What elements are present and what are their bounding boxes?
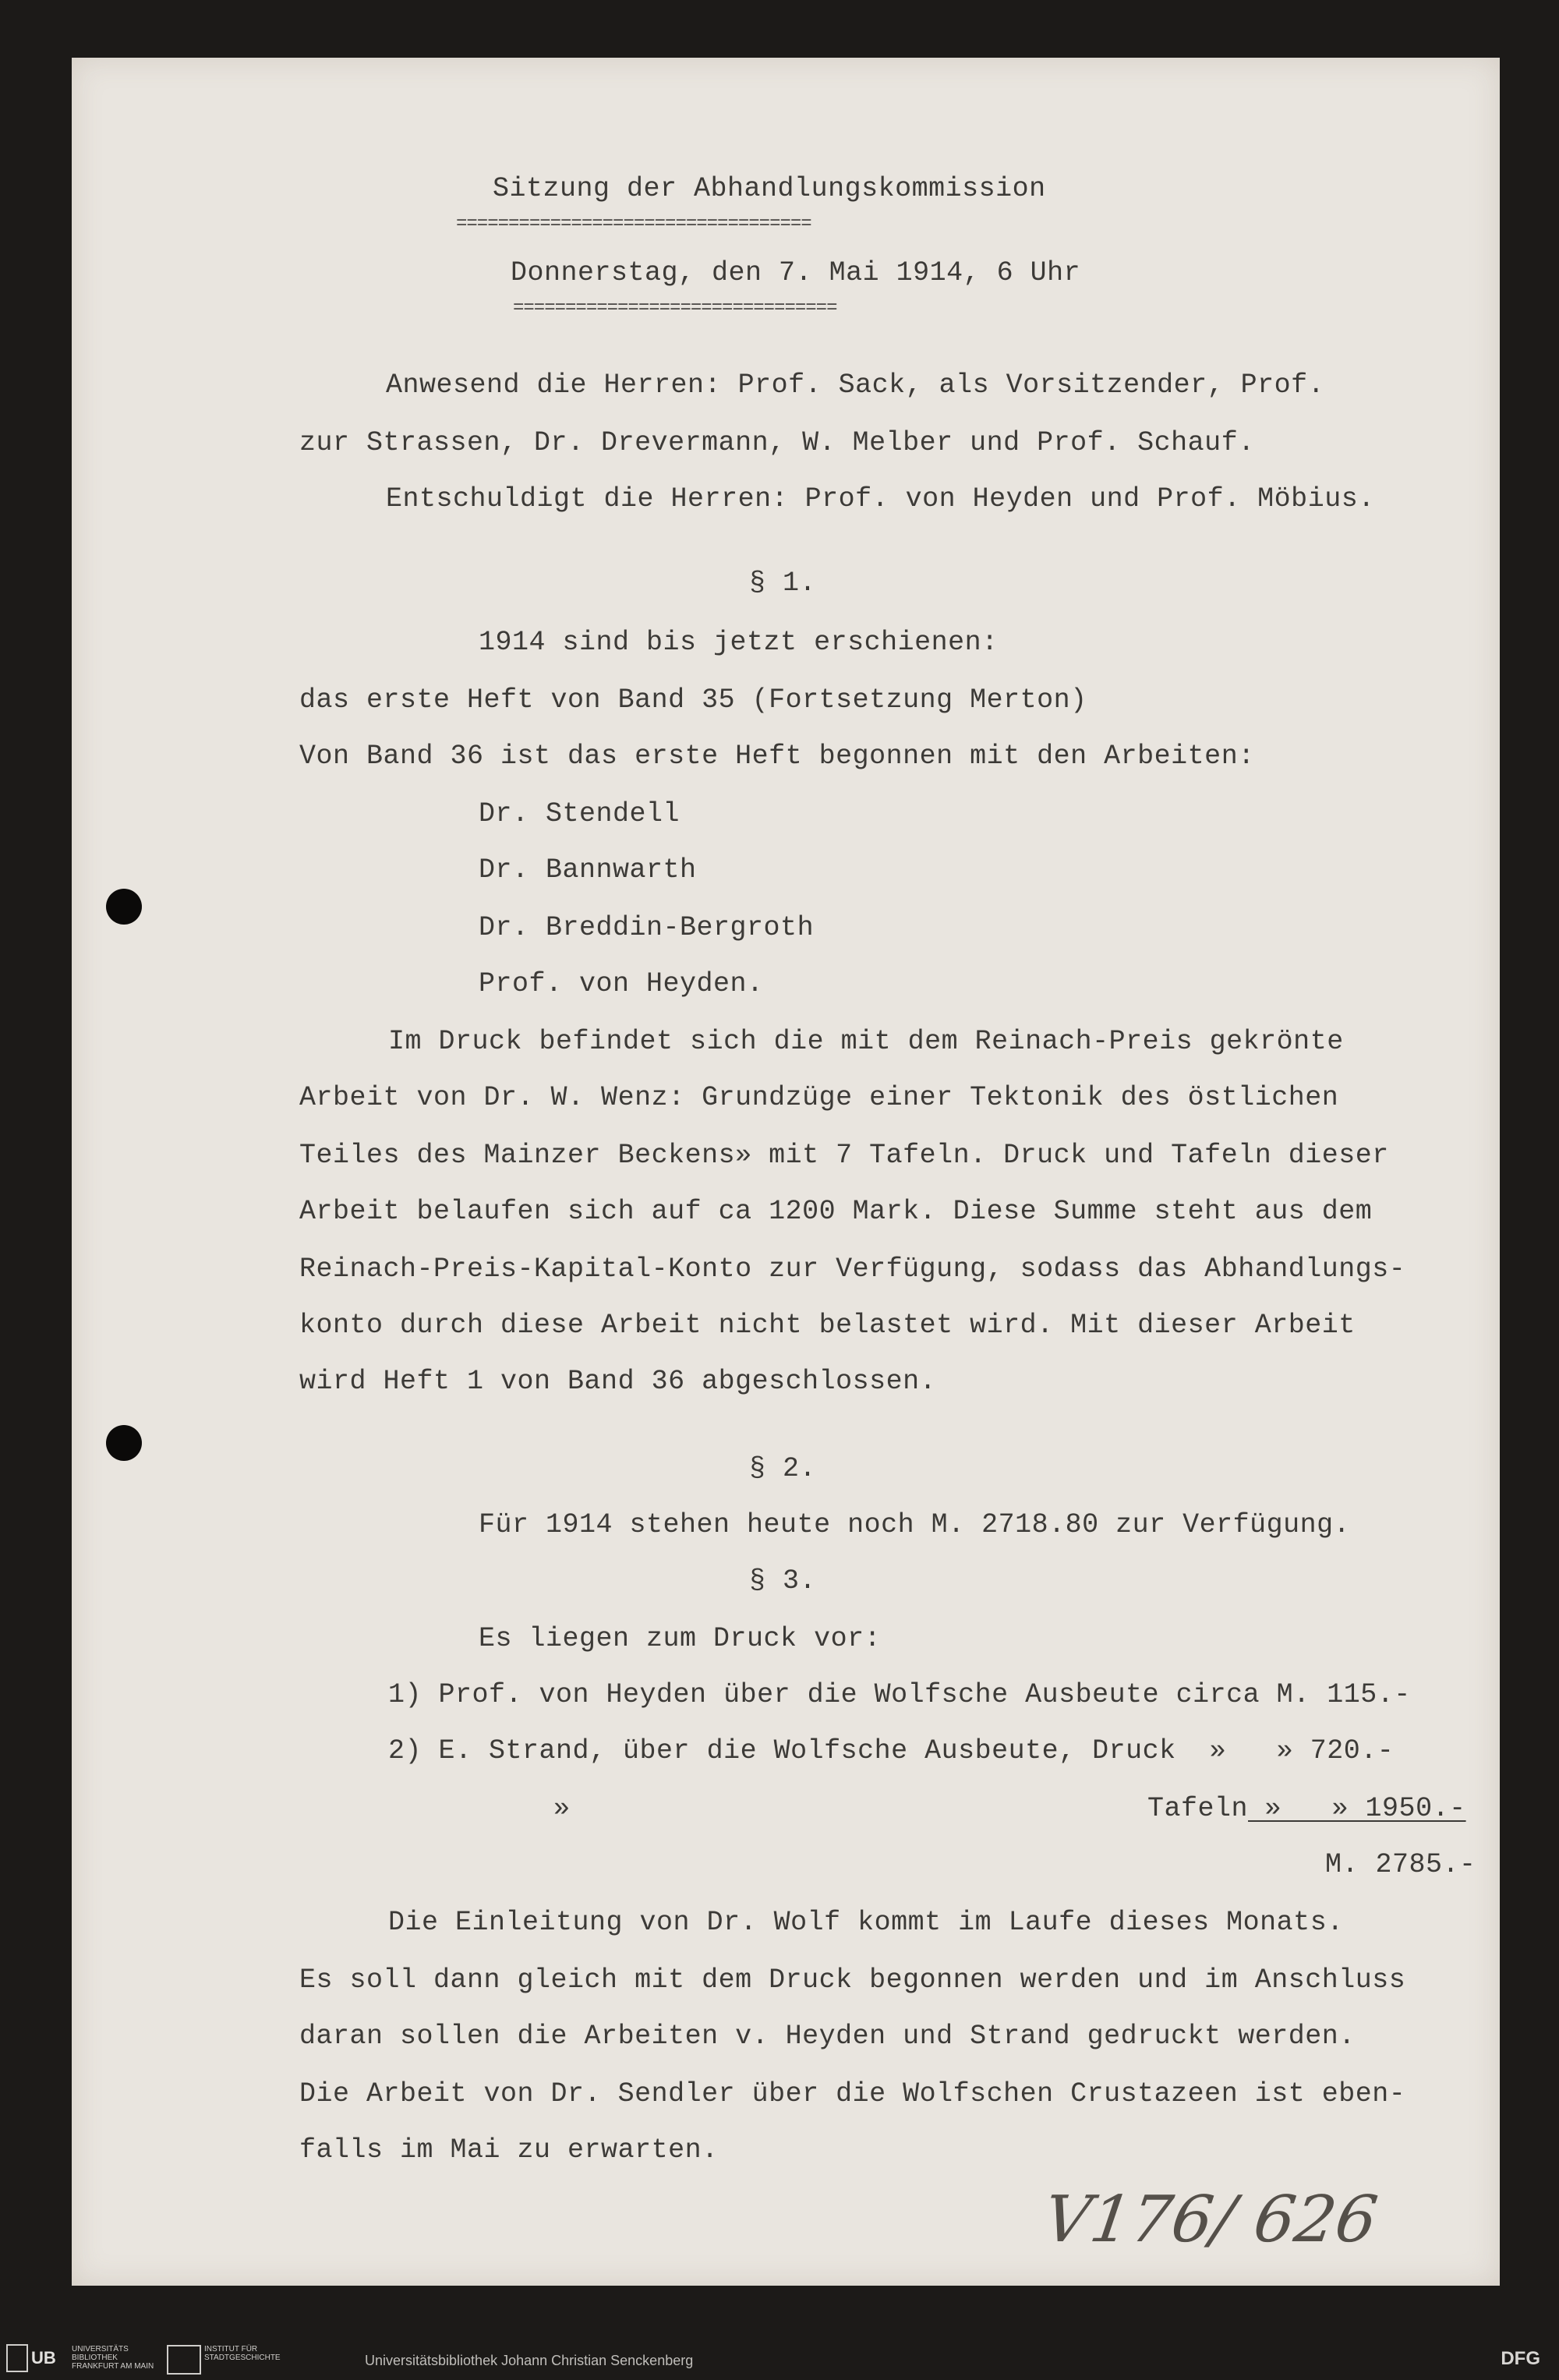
institute-caption: INSTITUT FÜR STADTGESCHICHTE	[204, 2345, 281, 2362]
body-line: Für 1914 stehen heute noch M. 2718.80 zur Verfügung.	[479, 1509, 1351, 1540]
list-item: 2) E. Strand, über die Wolfsche Ausbeute, Druck » » 720.-	[388, 1735, 1395, 1766]
total-amount: M. 2785.-	[1325, 1849, 1476, 1880]
excused-line: Entschuldigt die Herren: Prof. von Heyden und Prof. Möbius.	[386, 483, 1375, 515]
body-line: Von Band 36 ist das erste Heft begonnen mit den Arbeiten:	[299, 741, 1255, 772]
body-line: daran sollen die Arbeiten v. Heyden und Strand gedruckt werden.	[299, 2021, 1356, 2052]
body-line: Im Druck befindet sich die mit dem Reinach-Preis gekrönte	[388, 1026, 1344, 1057]
ub-logo-icon	[6, 2344, 28, 2372]
body-line: Es liegen zum Druck vor:	[479, 1623, 882, 1654]
body-line: Arbeit belaufen sich auf ca 1200 Mark. Diese Summe steht aus dem	[299, 1196, 1373, 1227]
library-name: Universitätsbibliothek Johann Christian Senckenberg	[365, 2353, 694, 2368]
title-double-rule: ==================================	[456, 214, 811, 235]
body-line: konto durch diese Arbeit nicht belastet wird. Mit dieser Arbeit	[299, 1310, 1356, 1341]
section-heading: § 2.	[749, 1453, 817, 1484]
archive-signature: V176/ 626	[1039, 2183, 1382, 2257]
ub-logo-text: UB	[31, 2348, 56, 2368]
list-item: 1) Prof. von Heyden über die Wolfsche Ausbeute circa M. 115.-	[388, 1679, 1411, 1710]
body-line: das erste Heft von Band 35 (Fortsetzung Merton)	[299, 684, 1087, 716]
dfg-logo: DFG	[1501, 2348, 1540, 2369]
body-line: Es soll dann gleich mit dem Druck begonnen werden und im Anschluss	[299, 1964, 1406, 1996]
meeting-date: Donnerstag, den 7. Mai 1914, 6 Uhr	[511, 257, 1081, 288]
document-title: Sitzung der Abhandlungskommission	[493, 173, 1046, 204]
ub-logo	[6, 2345, 56, 2371]
body-line: Die Einleitung von Dr. Wolf kommt im Laufe dieses Monats.	[388, 1907, 1344, 1938]
attendance-line: zur Strassen, Dr. Drevermann, W. Melber und Prof. Schauf.	[299, 427, 1255, 458]
body-line: Die Arbeit von Dr. Sendler über die Wolfschen Crustazeen ist eben-	[299, 2078, 1406, 2109]
ub-caption: UNIVERSITÄTS BIBLIOTHEK FRANKFURT AM MAIN	[72, 2345, 154, 2371]
date-double-rule: ===============================	[513, 298, 837, 319]
body-line: Teiles des Mainzer Beckens» mit 7 Tafeln. Druck und Tafeln dieser	[299, 1140, 1389, 1171]
body-line: wird Heft 1 von Band 36 abgeschlossen.	[299, 1366, 937, 1397]
institute-logo-icon	[167, 2345, 201, 2375]
tafeln-line	[1147, 1793, 1466, 1824]
tafeln-label: Tafeln	[1147, 1793, 1249, 1824]
punch-hole-top	[106, 889, 142, 925]
author-entry: Dr. Bannwarth	[479, 854, 697, 886]
body-line: Arbeit von Dr. W. Wenz: Grundzüge einer Tektonik des östlichen	[299, 1082, 1339, 1113]
footer-bar	[0, 2331, 1559, 2380]
attendance-line: Anwesend die Herren: Prof. Sack, als Vorsitzender, Prof.	[386, 370, 1325, 401]
body-line: Reinach-Preis-Kapital-Konto zur Verfügung, sodass das Abhandlungs-	[299, 1254, 1406, 1285]
body-line: 1914 sind bis jetzt erschienen:	[479, 627, 999, 658]
body-line: falls im Mai zu erwarten.	[299, 2134, 719, 2166]
section-heading: § 3.	[749, 1565, 817, 1597]
punch-hole-bottom	[106, 1425, 142, 1461]
section-heading: § 1.	[749, 568, 817, 599]
ditto-mark: »	[553, 1793, 571, 1824]
author-entry: Dr. Stendell	[479, 798, 681, 829]
author-entry: Prof. von Heyden.	[479, 968, 764, 999]
author-entry: Dr. Breddin-Bergroth	[479, 912, 815, 943]
tafeln-amount: » » 1950.-	[1248, 1793, 1466, 1824]
